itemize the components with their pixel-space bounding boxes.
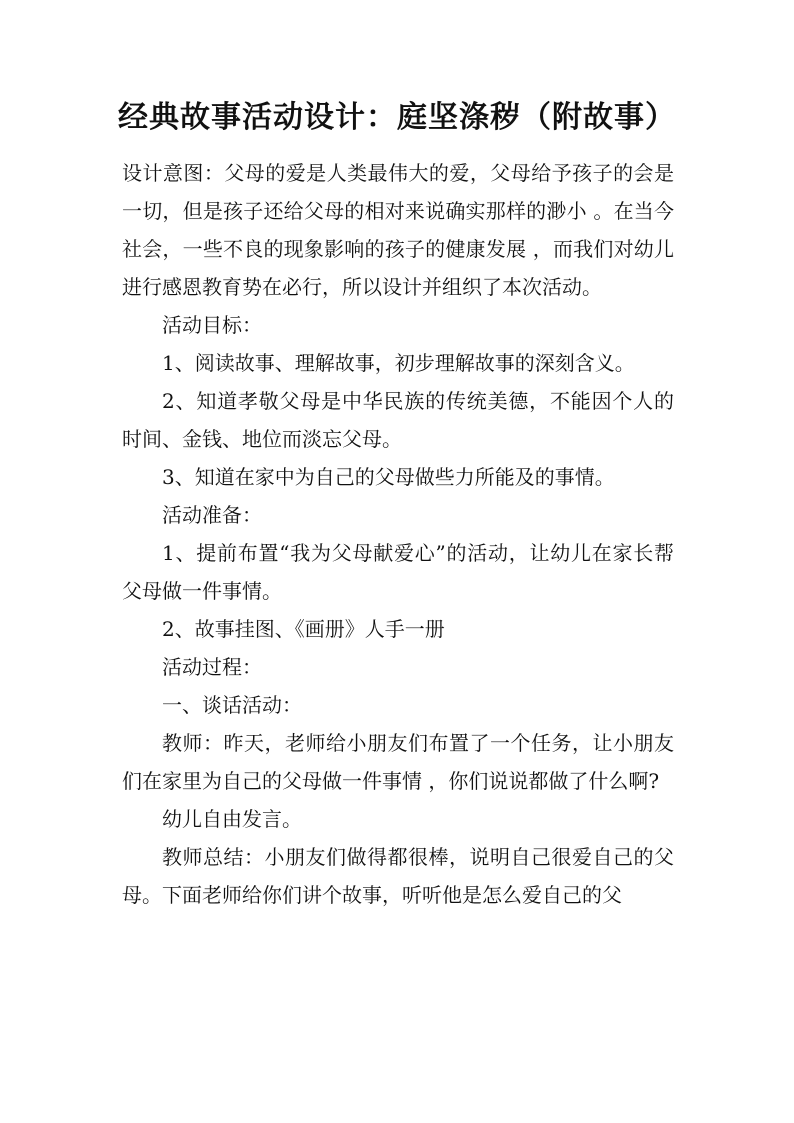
document-body bbox=[122, 154, 674, 914]
teacher-summary-paragraph: 教师总结：小朋友们做得都很棒，说明自己很爱自己的父母。下面老师给你们讲个故事，听听他是怎么爱自己的父 bbox=[122, 845, 674, 907]
heading-activity-process: 活动过程： bbox=[162, 655, 262, 679]
preparation-item-1: 1、提前布置“我为父母献爱心”的活动，让幼儿在家长帮父母做一件事情。 bbox=[122, 541, 674, 603]
goal-item-1: 1、阅读故事、理解故事，初步理解故事的深刻含义。 bbox=[162, 351, 635, 375]
process-step-1-heading: 一、谈话活动： bbox=[162, 693, 302, 717]
goal-item-3: 3、知道在家中为自己的父母做些力所能及的事情。 bbox=[162, 465, 615, 489]
goal-item-2: 2、知道孝敬父母是中华民族的传统美德，不能因个人的时间、金钱、地位而淡忘父母。 bbox=[122, 389, 674, 451]
heading-activity-preparation: 活动准备： bbox=[162, 503, 262, 527]
preparation-item-2: 2、故事挂图、《画册》人手一册 bbox=[162, 617, 445, 641]
teacher-question-paragraph: 教师：昨天，老师给小朋友们布置了一个任务，让小朋友们在家里为自己的父母做一件事情 ，你们说说都做了什么啊? bbox=[122, 731, 674, 793]
document-title: 经典故事活动设计：庭坚涤秽（附故事） bbox=[118, 100, 676, 135]
heading-activity-goals: 活动目标： bbox=[162, 313, 262, 337]
paragraph-design-intent: 设计意图：父母的爱是人类最伟大的爱，父母给予孩子的会是一切，但是孩子还给父母的相对来说确实那样的渺小 。在当今社会，一些不良的现象影响的孩子的健康发展 ，而我们对幼儿进行感恩教育势在必行，所以设计并组织了本次活动。 bbox=[122, 161, 674, 299]
children-speech-paragraph: 幼儿自由发言。 bbox=[162, 807, 302, 831]
